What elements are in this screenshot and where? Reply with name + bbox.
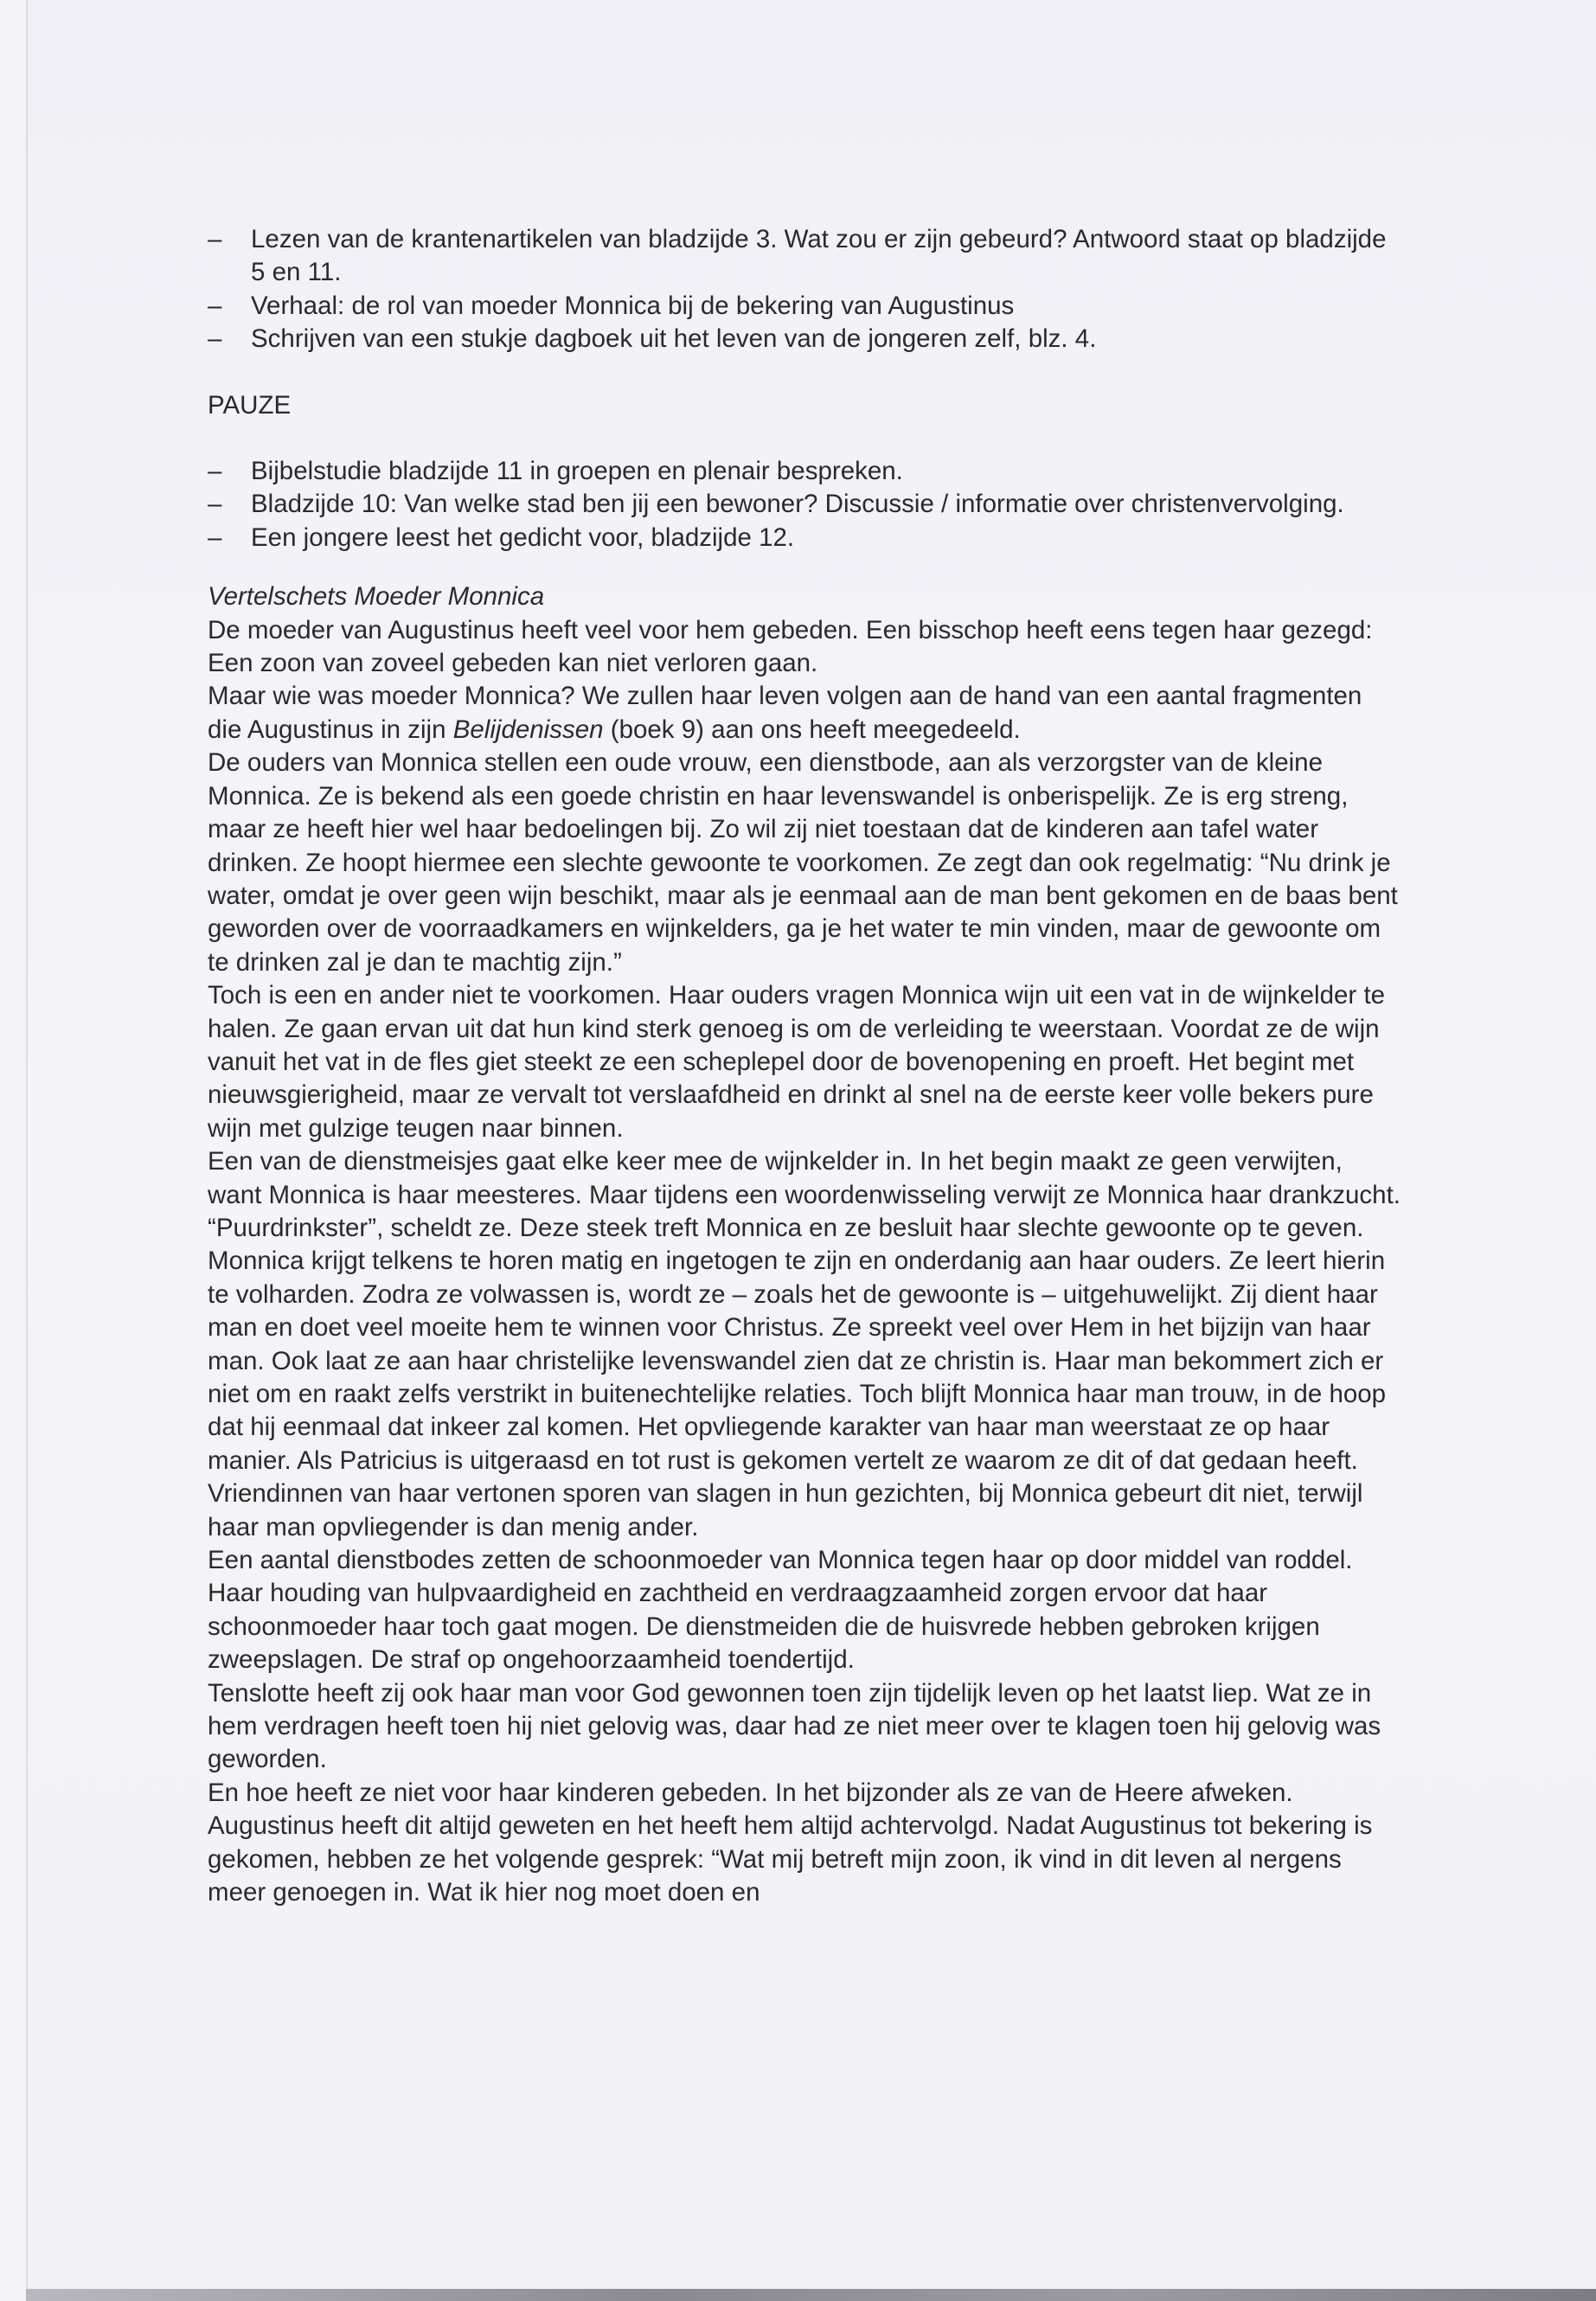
story-paragraph: Een aantal dienstbodes zetten de schoonmoeder van Monnica tegen haar op door middel van roddel. Haar houding van hulpvaardigheid en zachtheid en verdraagzaamheid zorgen ervoor dat haar schoonmoeder haar toch gaat mogen. De dienstmeiden die de huisvrede hebben gebroken krijgen zweepslagen. De straf op ongehoorzaamheid toendertijd. — [208, 1546, 1353, 1675]
agenda-list-before-pause — [208, 223, 1401, 356]
book-title: Belijdenissen — [452, 715, 604, 744]
story-paragraph: Tenslotte heeft zij ook haar man voor God gewonnen toen zijn tijdelijk leven op het laatst liep. Wat ze in hem verdragen heeft toen hij niet gelovig was, daar had ze niet meer over te klagen toen hij gelovig was geworden. — [208, 1678, 1381, 1774]
story-paragraph — [208, 680, 1401, 747]
story-paragraph: De ouders van Monnica stellen een oude vrouw, een dienstbode, aan als verzorgster van de kleine Monnica. Ze is bekend als een goede christin en haar levenswandel is onberispelijk. Ze is erg streng, maar ze heeft hier wel haar bedoelingen bij. Zo wil zij niet toestaan dat de kinderen aan tafel water drinken. Ze hoopt hiermee een slechte gewoonte te voorkomen. Ze zegt dan ook regelmatig: “Nu drink je water, omdat je over geen wijn beschikt, maar als je eenmaal aan de man bent gekomen en de baas bent geworden over de voorraadkamers en wijnkelders, ga je het water te min vinden, maar de gewoonte om te drinken zal je dan te machtig zijn.” — [208, 748, 1398, 977]
story-paragraph: De moeder van Augustinus heeft veel voor hem gebeden. Een bisschop heeft eens tegen haar gezegd: Een zoon van zoveel gebeden kan niet verloren gaan. — [208, 615, 1373, 678]
list-item — [208, 522, 1401, 554]
list-item — [208, 290, 1401, 323]
story-paragraph: En hoe heeft ze niet voor haar kinderen gebeden. In het bijzonder als ze van de Heere afweken. Augustinus heeft dit altijd geweten en het heeft hem altijd achtervolgd. Nadat Augustinus tot bekering is gekomen, hebben ze het volgende gesprek: “Wat mij betreft mijn zoon, ik vind in dit leven al nergens meer genoegen in. Wat ik hier nog moet doen en — [208, 1778, 1373, 1907]
list-item — [208, 488, 1401, 521]
pause-heading: PAUZE — [208, 390, 292, 420]
paragraph-text: (boek 9) aan ons heeft meegedeeld. — [603, 715, 1021, 744]
list-item-text: Bladzijde 10: Van welke stad ben jij een bewoner? Discussie / informatie over christenvervolging. — [251, 490, 1344, 519]
list-item — [208, 455, 1401, 488]
list-item — [208, 223, 1401, 290]
list-item-text: Verhaal: de rol van moeder Monnica bij de bekering van Augustinus — [251, 291, 1015, 320]
dash-bullet: – — [208, 225, 222, 253]
dash-bullet: – — [208, 457, 222, 486]
list-item-text: Schrijven van een stukje dagboek uit het leven van de jongeren zelf, blz. 4. — [251, 324, 1097, 354]
paragraph-text: Maar wie was moeder Monnica? We zullen haar leven volgen aan de hand van een aantal fragmenten die Augustinus in zijn — [208, 682, 1362, 744]
list-item-text: Lezen van de krantenartikelen van bladzijde 3. Wat zou er zijn gebeurd? Antwoord staat op bladzijde 5 en 11. — [251, 225, 1387, 287]
story-paragraph: Toch is een en ander niet te voorkomen. Haar ouders vragen Monnica wijn uit een vat in de wijnkelder te halen. Ze gaan ervan uit dat hun kind sterk genoeg is om de verleiding te weerstaan. Voordat ze de wijn vanuit het vat in de fles giet steekt ze een scheplepel door de bovenopening en proeft. Het begint met nieuwsgierigheid, maar ze vervalt tot verslaafdheid en drinkt al snel na de eerste keer volle bekers pure wijn met gulzige teugen naar binnen. — [208, 981, 1386, 1143]
story-section — [208, 580, 1401, 1909]
list-item-text: Bijbelstudie bladzijde 11 in groepen en plenair bespreken. — [251, 457, 903, 486]
story-paragraph: Een van de dienstmeisjes gaat elke keer mee de wijnkelder in. In het begin maakt ze geen verwijten, want Monnica is haar meesteres. Maar tijdens een woordenwisseling verwijt ze Monnica haar drankzucht. “Puurdrinkster”, scheldt ze. Deze steek treft Monnica en ze besluit haar slechte gewoonte op te geven. — [208, 1147, 1401, 1242]
page-content — [208, 223, 1401, 1910]
dash-bullet: – — [208, 291, 222, 320]
dash-bullet: – — [208, 490, 222, 519]
scan-edge-strip — [26, 2289, 1596, 2301]
story-paragraph: Monnica krijgt telkens te horen matig en ingetogen te zijn en onderdanig aan haar ouders. Ze leert hierin te volharden. Zodra ze volwassen is, wordt ze – zoals het de gewoonte is – uitgehuwelijkt. Zij dient haar man en doet veel moeite hem te winnen voor Christus. Ze spreekt veel over Hem in het bijzijn van haar man. Ook laat ze aan haar christelijke levenswandel zien dat ze christin is. Haar man bekommert zich er niet om en raakt zelfs verstrikt in buitenechtelijke relaties. Toch blijft Monnica haar man trouw, in de hoop dat hij eenmaal dat inkeer zal komen. Het opvliegende karakter van haar man weerstaat ze op haar manier. Als Patricius is uitgeraasd en tot rust is gekomen vertelt ze waarom ze dit of dat gedaan heeft. Vriendinnen van haar vertonen sporen van slagen in hun gezichten, bij Monnica gebeurt dit niet, terwijl haar man opvliegender is dan menig ander. — [208, 1247, 1387, 1541]
list-item-text: Een jongere leest het gedicht voor, bladzijde 12. — [251, 522, 795, 552]
dash-bullet: – — [208, 324, 222, 354]
dash-bullet: – — [208, 522, 222, 552]
story-title: Vertelschets Moeder Monnica — [208, 582, 545, 612]
list-item — [208, 323, 1401, 356]
agenda-list-after-pause — [208, 455, 1401, 554]
